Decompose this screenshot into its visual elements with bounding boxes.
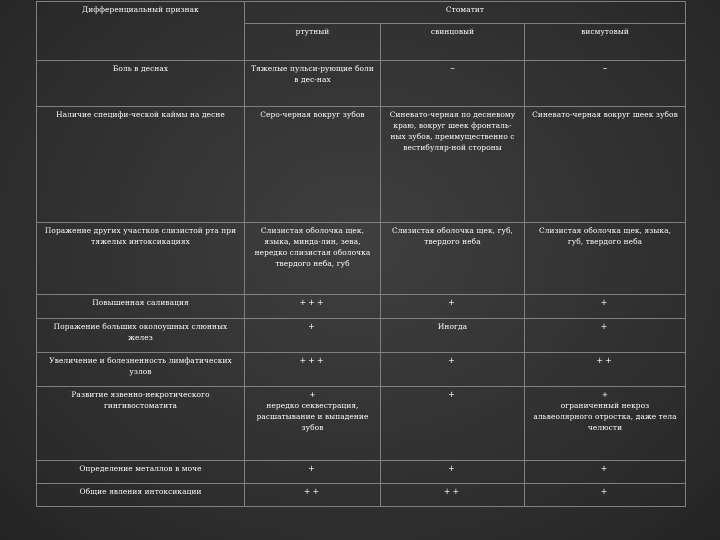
- mercury-column-header: ртутный: [245, 24, 381, 61]
- bismuth-cell: +: [525, 461, 686, 484]
- bismuth-cell: +: [525, 319, 686, 353]
- table-row: [37, 107, 686, 223]
- feature-column-header: Дифференциальный признак: [37, 2, 245, 61]
- bismuth-cell: +: [525, 295, 686, 319]
- feature-cell: Поражение больших околоушных слюнных желез: [37, 319, 245, 353]
- lead-cell: –: [381, 61, 525, 107]
- lead-cell: +: [381, 353, 525, 387]
- comparison-table: [36, 1, 686, 507]
- lead-cell: Иногда: [381, 319, 525, 353]
- mercury-cell: Серо-черная вокруг зубов: [245, 107, 381, 223]
- mercury-cell: + нередко секвестрация, расшатывание и выпадение зубов: [245, 387, 381, 461]
- feature-cell: Наличие специфи-ческой каймы на десне: [37, 107, 245, 223]
- feature-cell: Определение металлов в моче: [37, 461, 245, 484]
- bismuth-column-header: висмутовый: [525, 24, 686, 61]
- feature-cell: Поражение других участков слизистой рта при тяжелых интоксикациях: [37, 223, 245, 295]
- bismuth-cell: ++: [525, 353, 686, 387]
- table-row: [37, 61, 686, 107]
- lead-cell: +: [381, 387, 525, 461]
- table-row: [37, 319, 686, 353]
- feature-cell: Боль в деснах: [37, 61, 245, 107]
- bismuth-cell: –: [525, 61, 686, 107]
- table-row: [37, 484, 686, 507]
- feature-cell: Увеличение и болезненность лимфатических узлов: [37, 353, 245, 387]
- stomatitis-group-header: Стоматит: [245, 2, 686, 24]
- mercury-cell: Слизистая оболочка щек, языка, миндa-лин, зева, нередко слизистая оболочка твердого неба, губ: [245, 223, 381, 295]
- header-row-group: [37, 2, 686, 24]
- feature-cell: Повышенная саливация: [37, 295, 245, 319]
- bismuth-cell: Слизистая оболочка щек, языка, губ, твердого неба: [525, 223, 686, 295]
- feature-cell: Развитие язвенно-некротического гингивостоматита: [37, 387, 245, 461]
- lead-cell: +: [381, 295, 525, 319]
- bismuth-cell: +: [525, 484, 686, 507]
- mercury-cell: ++: [245, 484, 381, 507]
- table-row: [37, 387, 686, 461]
- lead-cell: Синевато-черная по десневому краю, вокруг шеек фронталь-ных зубов, преимущественно с вестибуляр-ной стороны: [381, 107, 525, 223]
- mercury-cell: +: [245, 461, 381, 484]
- mercury-cell: +++: [245, 295, 381, 319]
- table-row: [37, 295, 686, 319]
- feature-cell: Общие явления интоксикации: [37, 484, 245, 507]
- mercury-cell: +++: [245, 353, 381, 387]
- table-row: [37, 353, 686, 387]
- mercury-cell: +: [245, 319, 381, 353]
- mercury-cell: Тяжелые пульси-рующие боли в дес-нах: [245, 61, 381, 107]
- lead-cell: Слизистая оболочка щек, губ, твердого неба: [381, 223, 525, 295]
- table-row: [37, 461, 686, 484]
- lead-cell: ++: [381, 484, 525, 507]
- lead-column-header: свинцовый: [381, 24, 525, 61]
- lead-cell: +: [381, 461, 525, 484]
- bismuth-cell: + ограниченный некроз альвеолярного отростка, даже тела челюсти: [525, 387, 686, 461]
- bismuth-cell: Синевато-черная вокруг шеек зубов: [525, 107, 686, 223]
- table-row: [37, 223, 686, 295]
